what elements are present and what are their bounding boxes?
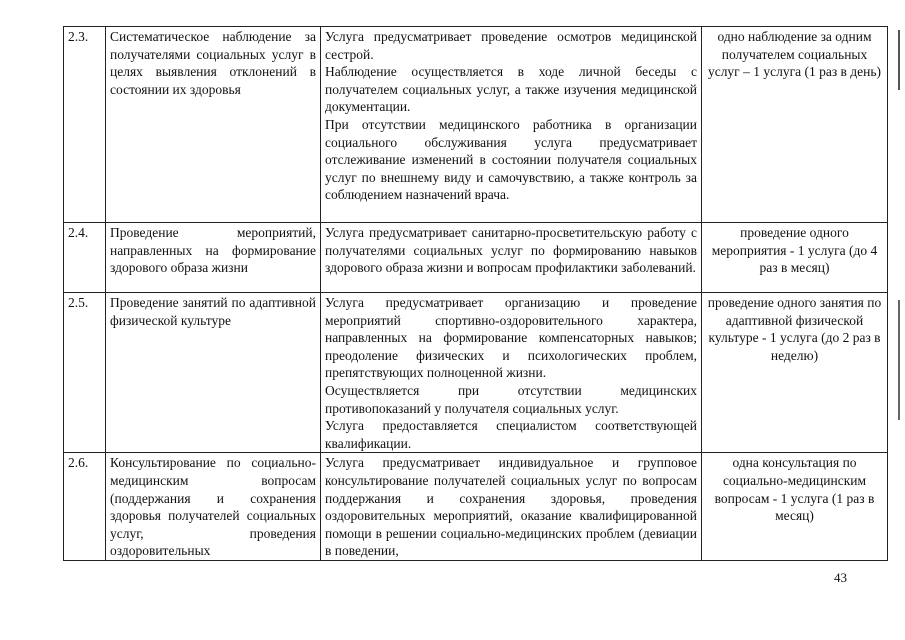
page-number: 43 xyxy=(834,570,847,585)
service-norm: проведение одного мероприятия - 1 услуга (до 4 раз в месяц) xyxy=(702,223,888,293)
table-row xyxy=(64,223,888,293)
service-norm: проведение одного занятия по адаптивной физической культуре - 1 услуга (до 2 раз в неделю) xyxy=(702,293,888,453)
service-name: Консультирование по социально-медицинским вопросам (поддержания и сохранения здоровья получателей социальных услуг, проведения оздоровительных xyxy=(106,453,321,561)
description-paragraph: Услуга предусматривает организацию и проведение мероприятий спортивно-оздоровительного характера, направленных на формирование компенсаторных навыков; преодоление физических и психологических проблем, препятствующих полноценной жизни. xyxy=(325,295,697,381)
description-paragraph: Услуга предусматривает санитарно-просветительскую работу с получателями социальных услуг по формированию навыков здорового образа жизни и вопросам профилактики заболеваний. xyxy=(325,225,697,276)
service-description xyxy=(321,453,702,561)
description-paragraph: При отсутствии медицинского работника в организации социального обслуживания услуга предусматривает отслеживание изменений в состоянии получателя социальных услуг по внешнему виду и самочувствию, а также контроль за соблюдением назначений врача. xyxy=(325,116,697,203)
table-row xyxy=(64,293,888,453)
table-row xyxy=(64,27,888,223)
row-number: 2.5. xyxy=(64,293,106,453)
description-paragraph: Наблюдение осуществляется в ходе личной беседы с получателем социальных услуг, а также изучения медицинской документации. xyxy=(325,64,697,115)
row-number: 2.6. xyxy=(64,453,106,561)
service-name: Проведение занятий по адаптивной физической культуре xyxy=(106,293,321,453)
row-number: 2.4. xyxy=(64,223,106,293)
service-name: Систематическое наблюдение за получателями социальных услуг в целях выявления отклонений в состоянии их здоровья xyxy=(106,27,321,223)
service-name: Проведение мероприятий, направленных на формирование здорового образа жизни xyxy=(106,223,321,293)
table-row xyxy=(64,453,888,561)
description-paragraph: Осуществляется при отсутствии медицинских противопоказаний у получателя социальных услуг. xyxy=(325,382,697,416)
service-description xyxy=(321,223,702,293)
row-number: 2.3. xyxy=(64,27,106,223)
description-paragraph: Услуга предоставляется специалистом соответствующей квалификации. xyxy=(325,418,697,451)
service-description xyxy=(321,293,702,453)
service-description xyxy=(321,27,702,223)
scan-edge-mark xyxy=(898,30,900,90)
service-norm: одно наблюдение за одним получателем социальных услуг – 1 услуга (1 раз в день) xyxy=(702,27,888,223)
services-table xyxy=(63,26,888,561)
scan-edge-mark xyxy=(898,300,900,420)
description-paragraph: Услуга предусматривает проведение осмотров медицинской сестрой. xyxy=(325,29,697,62)
description-paragraph: Услуга предусматривает индивидуальное и групповое консультирование получателей социальных услуг по вопросам поддержания и сохранения здоровья, проведения оздоровительных мероприятий, оказание квалифицированной помощи в решении социально-медицинских проблем (девиации в поведении, xyxy=(325,455,697,559)
service-norm: одна консультация по социально-медицинским вопросам - 1 услуга (1 раз в месяц) xyxy=(702,453,888,561)
